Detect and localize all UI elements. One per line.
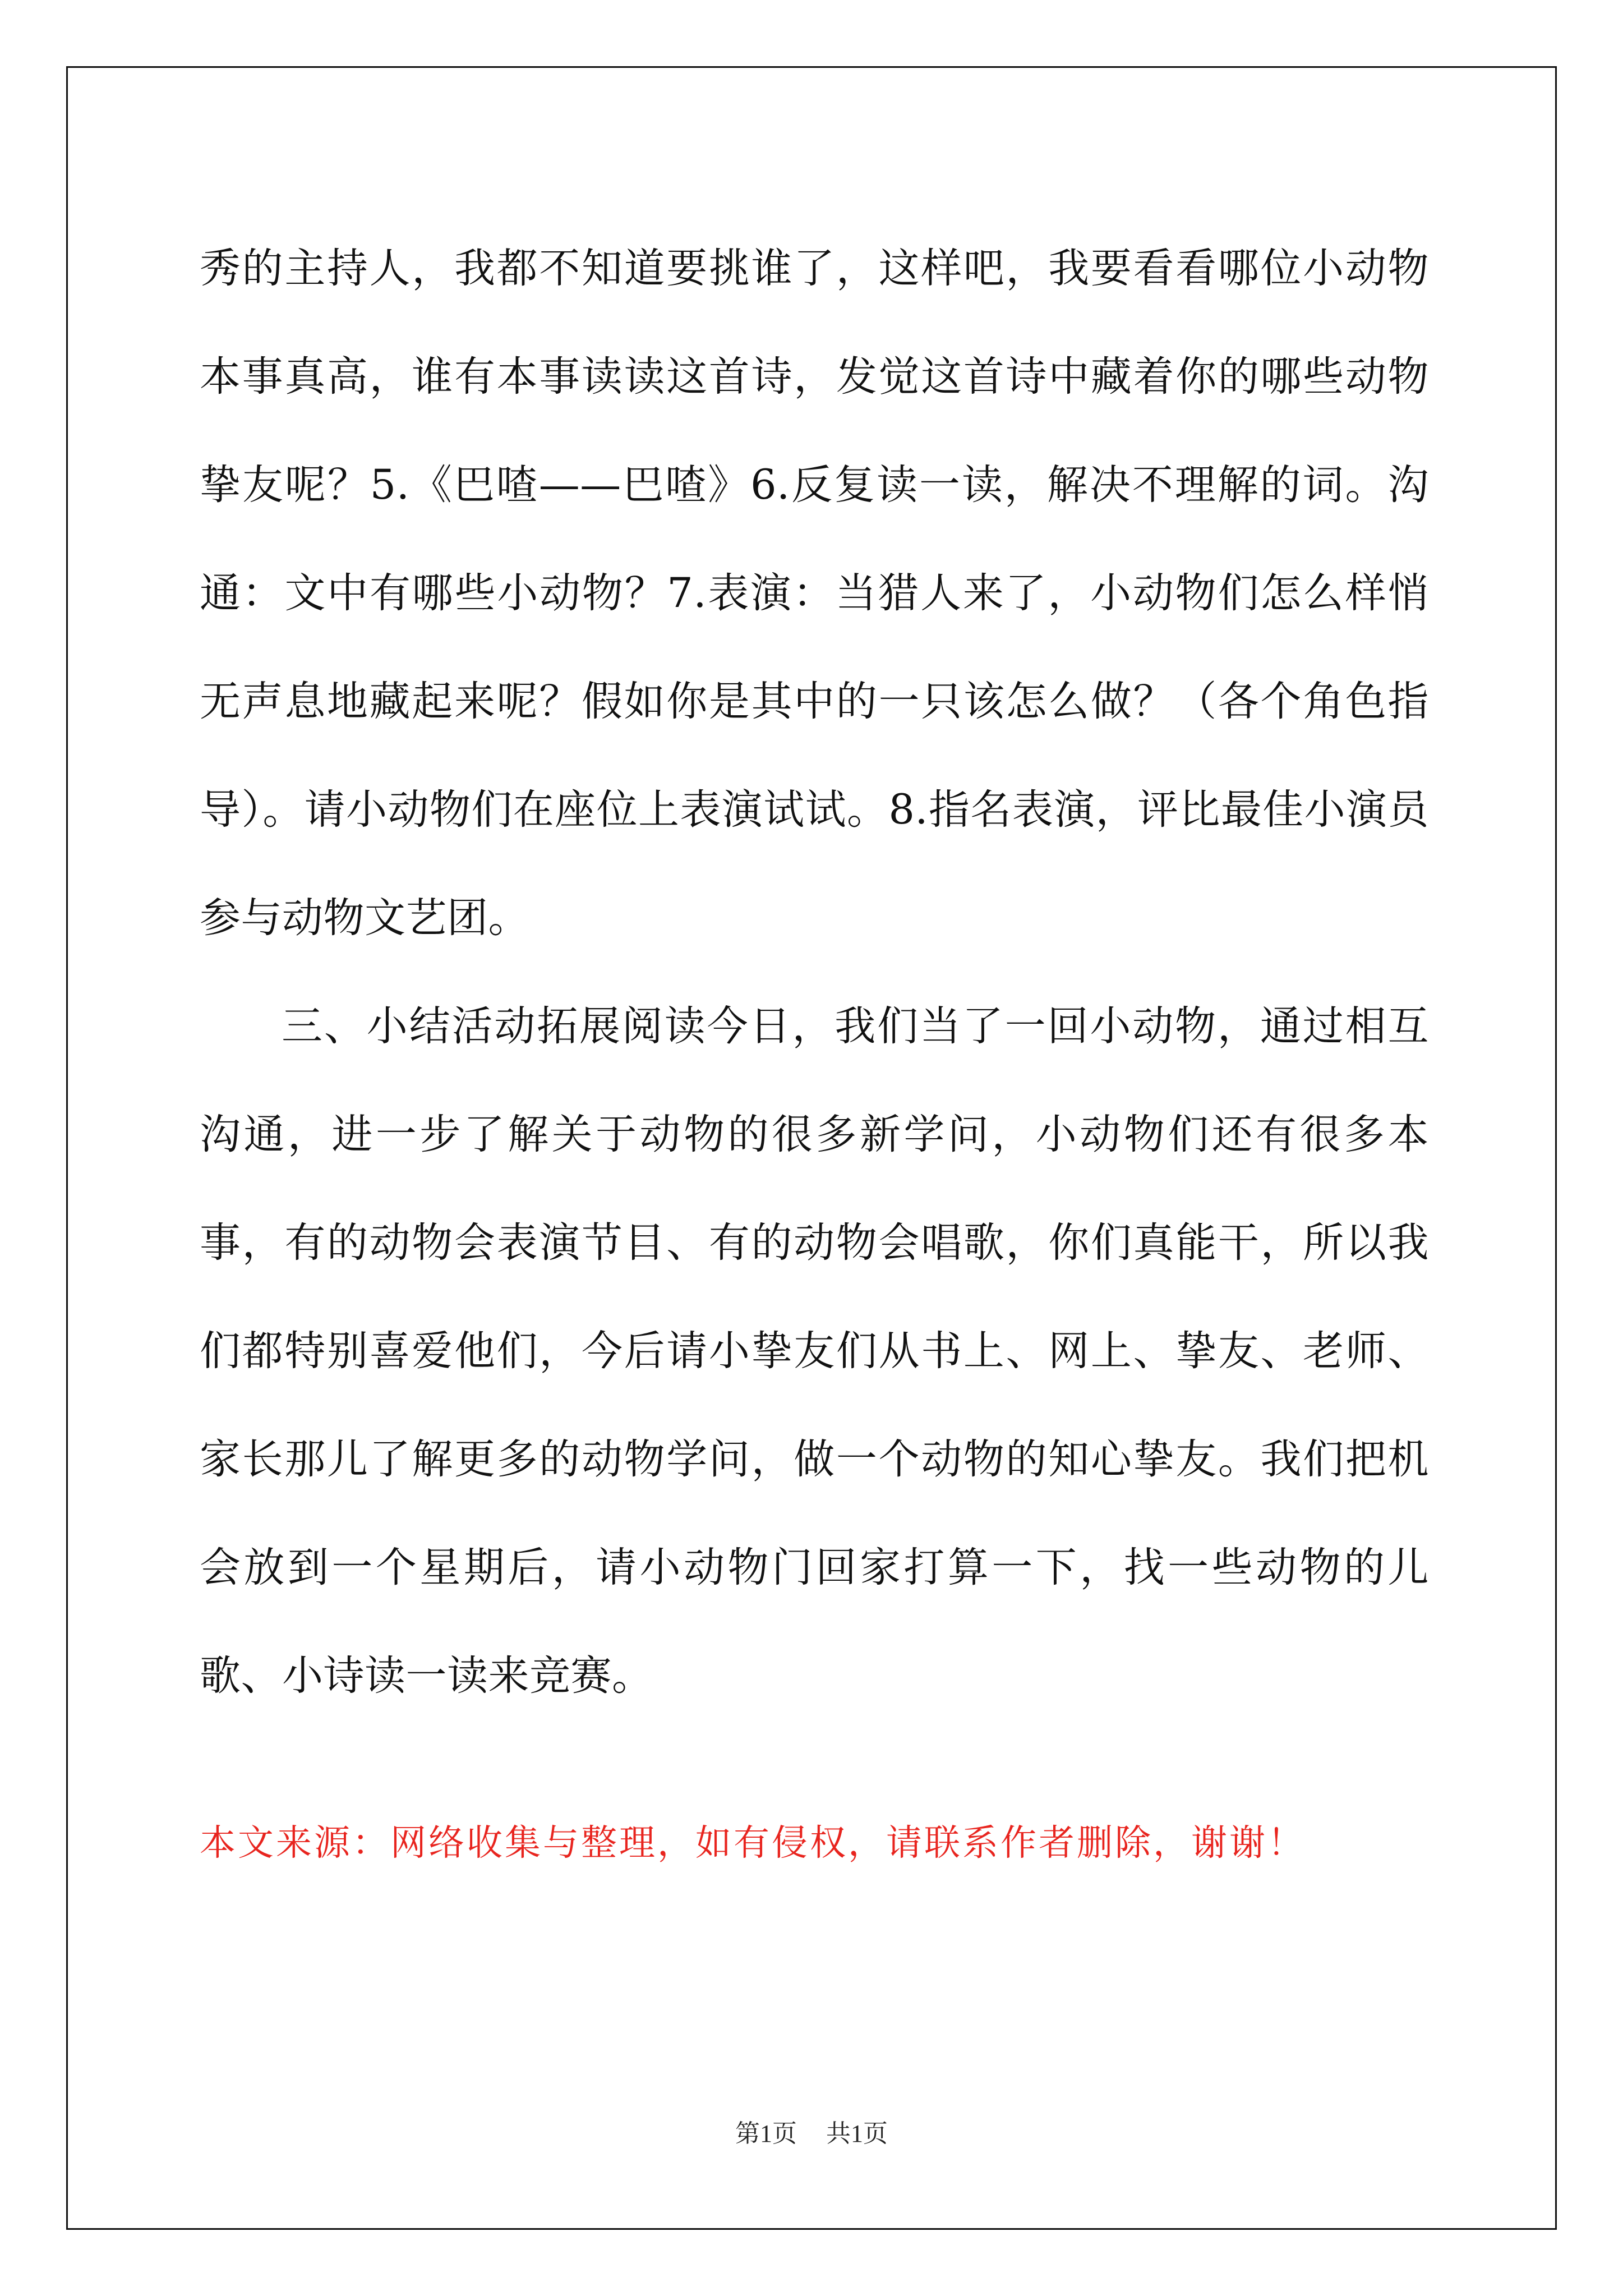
page-number: 第1页	[735, 2120, 797, 2147]
page-total: 共1页	[826, 2120, 888, 2147]
source-note: 本文来源：网络收集与整理，如有侵权，请联系作者删除，谢谢！	[200, 1823, 1306, 1864]
page-footer	[0, 2117, 1623, 2151]
body-paragraph-1: 秀的主持人，我都不知道要挑谁了，这样吧，我要看看哪位小动物本事真高，谁有本事读读这首诗，发觉这首诗中藏着你的哪些动物挚友呢？5.《巴喳——巴喳》6.反复读一读，解决不理解的词。沟通：文中有哪些小动物？7.表演：当猎人来了，小动物们怎么样悄无声息地藏起来呢？假如你是其中的一只该怎么做？（各个角色指导）。请小动物们在座位上表演试试。8.指名表演，评比最佳小演员参与动物文艺团。	[200, 245, 1429, 942]
body-paragraph-2: 三、小结活动拓展阅读今日，我们当了一回小动物，通过相互沟通，进一步了解关于动物的很多新学问，小动物们还有很多本事，有的动物会表演节目、有的动物会唱歌，你们真能干，所以我们都特别喜爱他们，今后请小挚友们从书上、网上、挚友、老师、家长那儿了解更多的动物学问，做一个动物的知心挚友。我们把机会放到一个星期后，请小动物门回家打算一下，找一些动物的儿歌、小诗读一读来竞赛。	[200, 1002, 1429, 1700]
document-body	[200, 214, 1429, 1730]
